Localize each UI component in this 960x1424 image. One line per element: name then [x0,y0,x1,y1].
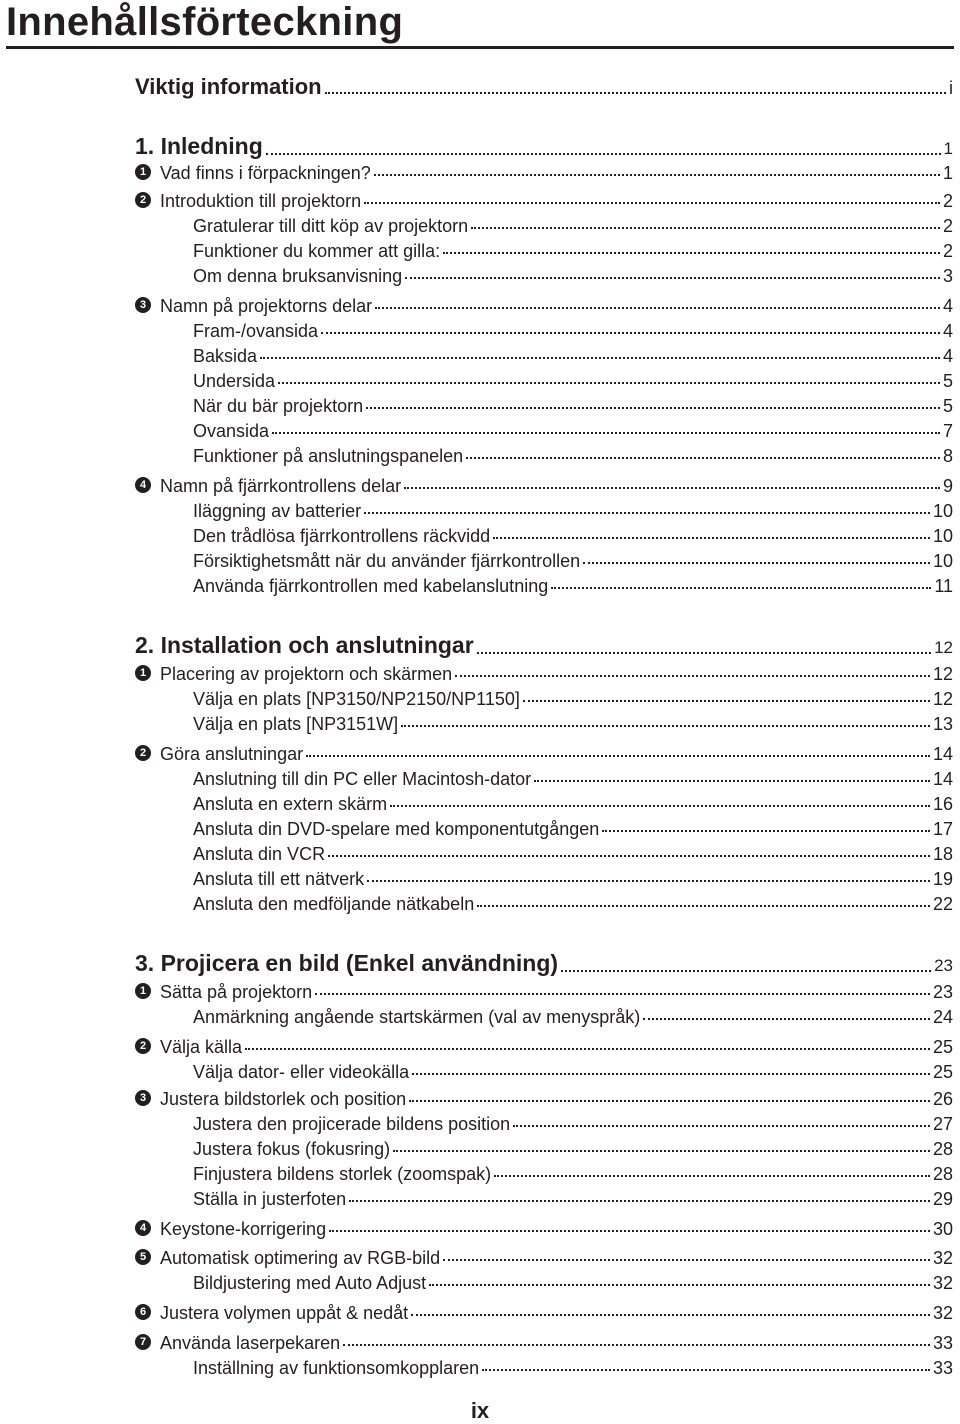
dot-leader [551,587,931,589]
dot-leader [477,652,931,654]
toc-label: Den trådlösa fjärrkontrollens räckvidd [193,526,491,546]
toc-page-number: 33 [932,1333,953,1353]
dot-leader [466,457,940,459]
section-number-badge: 1 [135,164,151,180]
dot-leader [494,1175,930,1177]
toc-page-number: 14 [932,744,953,764]
toc-entry[interactable] [0,743,960,765]
toc-label: Baksida [193,346,258,366]
toc-entry[interactable] [0,1113,960,1135]
dot-leader [393,1150,930,1152]
toc-page-number: 10 [932,551,953,571]
section-number-badge: 5 [135,1249,151,1265]
toc-page-number: 18 [932,844,953,864]
toc-label: Bildjustering med Auto Adjust [193,1273,427,1293]
toc-page-number: 10 [932,526,953,546]
dot-leader [482,1369,930,1371]
section-number-badge: 1 [135,665,151,681]
toc-entry[interactable] [0,370,960,392]
toc-label: Justera den projicerade bildens position [193,1114,511,1134]
toc-entry[interactable] [0,345,960,367]
dot-leader [260,357,940,359]
toc-label: Ansluta din VCR [193,844,326,864]
dot-leader [321,332,940,334]
toc-label: Funktioner på anslutningspanelen [193,446,464,466]
dot-leader [583,562,930,564]
toc-entry[interactable] [0,240,960,262]
dot-leader [429,1284,930,1286]
dot-leader [375,307,940,309]
toc-chapter[interactable] [0,132,960,163]
section-number-badge: 7 [135,1334,151,1350]
toc-page-number: 5 [942,371,953,391]
toc-entry[interactable] [0,1188,960,1210]
section-number-badge: 2 [135,1038,151,1054]
toc-page-number: 32 [932,1248,953,1268]
toc-label: Finjustera bildens storlek (zoomspak) [193,1164,492,1184]
toc-entry[interactable] [0,1218,960,1240]
toc-entry[interactable] [0,500,960,522]
dot-leader [390,805,930,807]
toc-page-number: 9 [942,476,953,496]
toc-entry[interactable] [0,843,960,865]
toc-page-number: 23 [934,956,953,975]
dot-leader [534,780,930,782]
toc-page-number: 24 [932,1007,953,1027]
toc-label: Inställning av funktionsomkopplaren [193,1358,480,1378]
dot-leader [364,202,940,204]
dot-leader [328,855,930,857]
toc-label: Namn på fjärrkontrollens delar [160,476,402,496]
toc-intro[interactable] [0,73,960,102]
toc-label: Placering av projektorn och skärmen [160,664,453,684]
toc-page-number: 29 [932,1189,953,1209]
toc-page-number: 4 [942,296,953,316]
toc-label: Viktig information [135,74,322,99]
toc-page-number: 25 [932,1062,953,1082]
toc-label: Automatisk optimering av RGB-bild [160,1248,441,1268]
toc-label: Ansluta den medföljande nätkabeln [193,894,475,914]
toc-label: Introduktion till projektorn [160,191,362,211]
section-number-badge: 2 [135,192,151,208]
toc-page-number: 28 [932,1139,953,1159]
page-title: Innehållsförteckning [6,0,404,44]
toc-entry[interactable] [0,688,960,710]
toc-entry[interactable] [0,445,960,467]
section-number-badge: 4 [135,1220,151,1236]
toc-entry[interactable] [0,1302,960,1324]
toc-page-number: 13 [932,714,953,734]
toc-entry[interactable] [0,1163,960,1185]
section-number-badge: 6 [135,1304,151,1320]
toc-page-number: 26 [932,1089,953,1109]
toc-page-number: 12 [932,689,953,709]
toc-label: Keystone-korrigering [160,1219,327,1239]
toc-entry[interactable] [0,1036,960,1058]
section-number-badge: 4 [135,477,151,493]
toc-entry[interactable] [0,420,960,442]
dot-leader [523,700,930,702]
dot-leader [306,755,930,757]
dot-leader [278,382,940,384]
dot-leader [266,153,941,155]
toc-entry[interactable] [0,1088,960,1110]
toc-page-number: 3 [942,266,953,286]
toc-page-number: 2 [942,191,953,211]
dot-leader [409,1100,930,1102]
dot-leader [325,92,946,94]
toc-label: Namn på projektorns delar [160,296,373,316]
toc-label: Välja källa [160,1037,243,1057]
toc-entry[interactable] [0,265,960,287]
dot-leader [401,725,930,727]
dot-leader [374,174,940,176]
toc-page-number: 7 [942,421,953,441]
toc-page-number: 12 [934,638,953,657]
toc-page-number: 14 [932,769,953,789]
dot-leader [366,407,940,409]
toc-label: 3. Projicera en bild (Enkel användning) [135,950,559,976]
dot-leader [411,1314,930,1316]
toc-page-number: 4 [942,346,953,366]
dot-leader [513,1125,930,1127]
toc-page-number: 22 [932,894,953,914]
toc-page-number: 30 [932,1219,953,1239]
toc-entry[interactable] [0,215,960,237]
dot-leader [493,537,930,539]
toc-entry[interactable] [0,818,960,840]
toc-entry[interactable] [0,320,960,342]
toc-page-number: 10 [932,501,953,521]
toc-page-number: 32 [932,1273,953,1293]
toc-page-number: 1 [942,163,953,183]
toc-entry[interactable] [0,575,960,597]
toc-entry[interactable] [0,1138,960,1160]
dot-leader [412,1073,930,1075]
dot-leader [455,675,930,677]
toc-label: Ansluta din DVD-spelare med komponentutgången [193,819,600,839]
toc-entry[interactable] [0,663,960,685]
toc-entry[interactable] [0,768,960,790]
dot-leader [643,1018,930,1020]
toc-label: Ansluta till ett nätverk [193,869,365,889]
toc-entry[interactable] [0,525,960,547]
dot-leader [367,880,930,882]
toc-label: Anslutning till din PC eller Macintosh-dator [193,769,532,789]
toc-entry[interactable] [0,713,960,735]
section-number-badge: 3 [135,297,151,313]
dot-leader [477,905,930,907]
dot-leader [343,1344,930,1346]
toc-page-number: 2 [942,241,953,261]
toc-page-number: 16 [932,794,953,814]
toc-label: Iläggning av batterier [193,501,362,521]
dot-leader [329,1230,930,1232]
toc-page-number: 12 [932,664,953,684]
dot-leader [443,252,940,254]
title-rule [6,46,954,49]
toc-label: Sätta på projektorn [160,982,313,1002]
toc-entry[interactable] [0,162,960,184]
toc-entry[interactable] [0,1357,960,1379]
toc-page-number: i [949,78,953,98]
toc-entry[interactable] [0,868,960,890]
dot-leader [315,993,930,995]
toc-entry[interactable] [0,550,960,572]
page-number: ix [470,1398,490,1423]
toc-page-number: 28 [932,1164,953,1184]
toc-page-number: 8 [942,446,953,466]
toc-entry[interactable] [0,1332,960,1354]
toc-label: Gratulerar till ditt köp av projektorn [193,216,469,236]
toc-entry[interactable] [0,190,960,212]
toc-page-number: 23 [932,982,953,1002]
toc-page-number: 4 [942,321,953,341]
toc-label: När du bär projektorn [193,396,364,416]
dot-leader [561,970,931,972]
toc-page-number: 2 [942,216,953,236]
section-number-badge: 3 [135,1090,151,1106]
toc-label: 2. Installation och anslutningar [135,632,474,658]
dot-leader [364,512,930,514]
dot-leader [349,1200,930,1202]
dot-leader [471,227,940,229]
toc-entry[interactable] [0,1272,960,1294]
toc-entry[interactable] [0,1061,960,1083]
toc-label: Om denna bruksanvisning [193,266,403,286]
toc-page-number: 32 [932,1303,953,1323]
toc-label: 1. Inledning [135,133,263,159]
toc-entry[interactable] [0,475,960,497]
dot-leader [272,432,940,434]
toc-entry[interactable] [0,1247,960,1269]
toc-label: Justera bildstorlek och position [160,1089,407,1109]
section-number-badge: 1 [135,983,151,999]
toc-label: Justera volymen uppåt & nedåt [160,1303,409,1323]
toc-label: Ställa in justerfoten [193,1189,347,1209]
toc-chapter[interactable] [0,631,960,662]
toc-page-number: 17 [932,819,953,839]
toc-entry[interactable] [0,295,960,317]
toc-page-number: 1 [943,139,953,158]
toc-label: Ansluta en extern skärm [193,794,388,814]
toc-label: Anmärkning angående startskärmen (val av menyspråk) [193,1007,641,1027]
dot-leader [443,1259,930,1261]
toc-chapter[interactable] [0,949,960,980]
toc-entry[interactable] [0,793,960,815]
toc-page-number: 27 [932,1114,953,1134]
toc-page-number: 11 [934,576,953,596]
section-number-badge: 2 [135,745,151,761]
toc-label: Undersida [193,371,276,391]
toc-label: Göra anslutningar [160,744,304,764]
toc-page-number: 5 [942,396,953,416]
toc-label: Välja dator- eller videokälla [193,1062,410,1082]
toc-label: Ovansida [193,421,270,441]
toc-entry[interactable] [0,981,960,1003]
toc-label: Fram-/ovansida [193,321,319,341]
toc-page-number: 25 [932,1037,953,1057]
toc-label: Välja en plats [NP3151W] [193,714,399,734]
toc-entry[interactable] [0,893,960,915]
dot-leader [404,487,940,489]
toc-label: Justera fokus (fokusring) [193,1139,391,1159]
toc-page-number: 19 [932,869,953,889]
toc-label: Försiktighetsmått när du använder fjärrkontrollen [193,551,581,571]
toc-entry[interactable] [0,1006,960,1028]
toc-page-number: 33 [932,1358,953,1378]
toc-label: Vad finns i förpackningen? [160,163,371,183]
dot-leader [405,277,940,279]
toc-label: Använda laserpekaren [160,1333,341,1353]
toc-label: Välja en plats [NP3150/NP2150/NP1150] [193,689,520,709]
toc-label: Använda fjärrkontrollen med kabelanslutning [193,576,549,596]
dot-leader [602,830,930,832]
toc-entry[interactable] [0,395,960,417]
dot-leader [245,1048,930,1050]
toc-label: Funktioner du kommer att gilla: [193,241,441,261]
